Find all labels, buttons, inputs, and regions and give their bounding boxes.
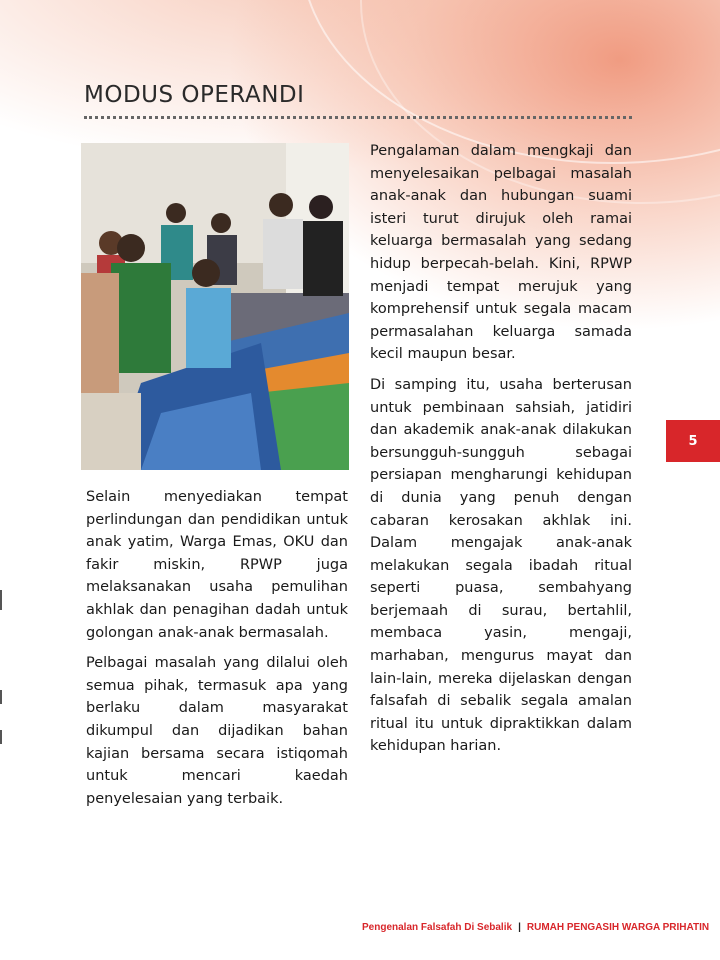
section-heading: MODUS OPERANDI [84, 82, 305, 108]
page-footer [362, 922, 710, 933]
left-paragraph: Selain menyediakan tempat perlindungan dan pendidikan untuk anak yatim, Warga Emas, OKU dan fakir miskin, RPWP juga melaksanakan usaha pemulihan akhlak dan penagihan dadah untuk golongan anak-anak bermasalah. [86, 489, 348, 641]
page-number: 5 [688, 433, 698, 449]
right-paragraph: Di samping itu, usaha berterusan untuk pembinaan sahsiah, jatidiri dan akademik anak-anak dilakukan bersungguh-sungguh sebagai persiapan mengharungi kehidupan di dunia yang penuh dengan cabaran kerosakan akhlak ini. Dalam mengajak anak-anak melakukan segala ibadah ritual seperti puasa, sembahyang berjemaah di surau, bertahlil, membaca yasin, mengaji, marhaban, mengurus mayat dan lain-lain, mereka dijelaskan dengan falsafah di sebalik segala amalan ritual itu untuk dipraktikkan dalam kehidupan harian. [370, 376, 632, 755]
margin-mark [0, 690, 2, 704]
group-photo [81, 143, 349, 470]
right-text-column [370, 140, 632, 766]
margin-mark [0, 590, 2, 610]
footer-left-text: Pengenalan Falsafah Di Sebalik [362, 922, 513, 933]
footer-right-text: RUMAH PENGASIH WARGA PRIHATIN [526, 922, 710, 933]
dotted-divider [84, 116, 632, 119]
photo-illustration [81, 143, 349, 470]
right-paragraph: Pengalaman dalam mengkaji dan menyelesaikan pelbagai masalah anak-anak dan hubungan suami isteri turut dirujuk oleh ramai keluarga bermasalah yang sedang hidup berpecah-belah. Kini, RPWP menjadi tempat merujuk yang komprehensif untuk segala macam permasalahan keluarga samada kecil maupun besar. [370, 143, 632, 363]
left-paragraph: Pelbagai masalah yang dilalui oleh semua pihak, termasuk apa yang berlaku dalam masyarakat dikumpul dan dijadikan bahan kajian bersama secara istiqomah untuk mencari kaedah penyelesaian yang terbaik. [86, 655, 348, 807]
footer-separator: | [518, 922, 521, 933]
left-text-column [86, 486, 348, 818]
margin-mark [0, 730, 2, 744]
page-number-tab [666, 420, 720, 462]
